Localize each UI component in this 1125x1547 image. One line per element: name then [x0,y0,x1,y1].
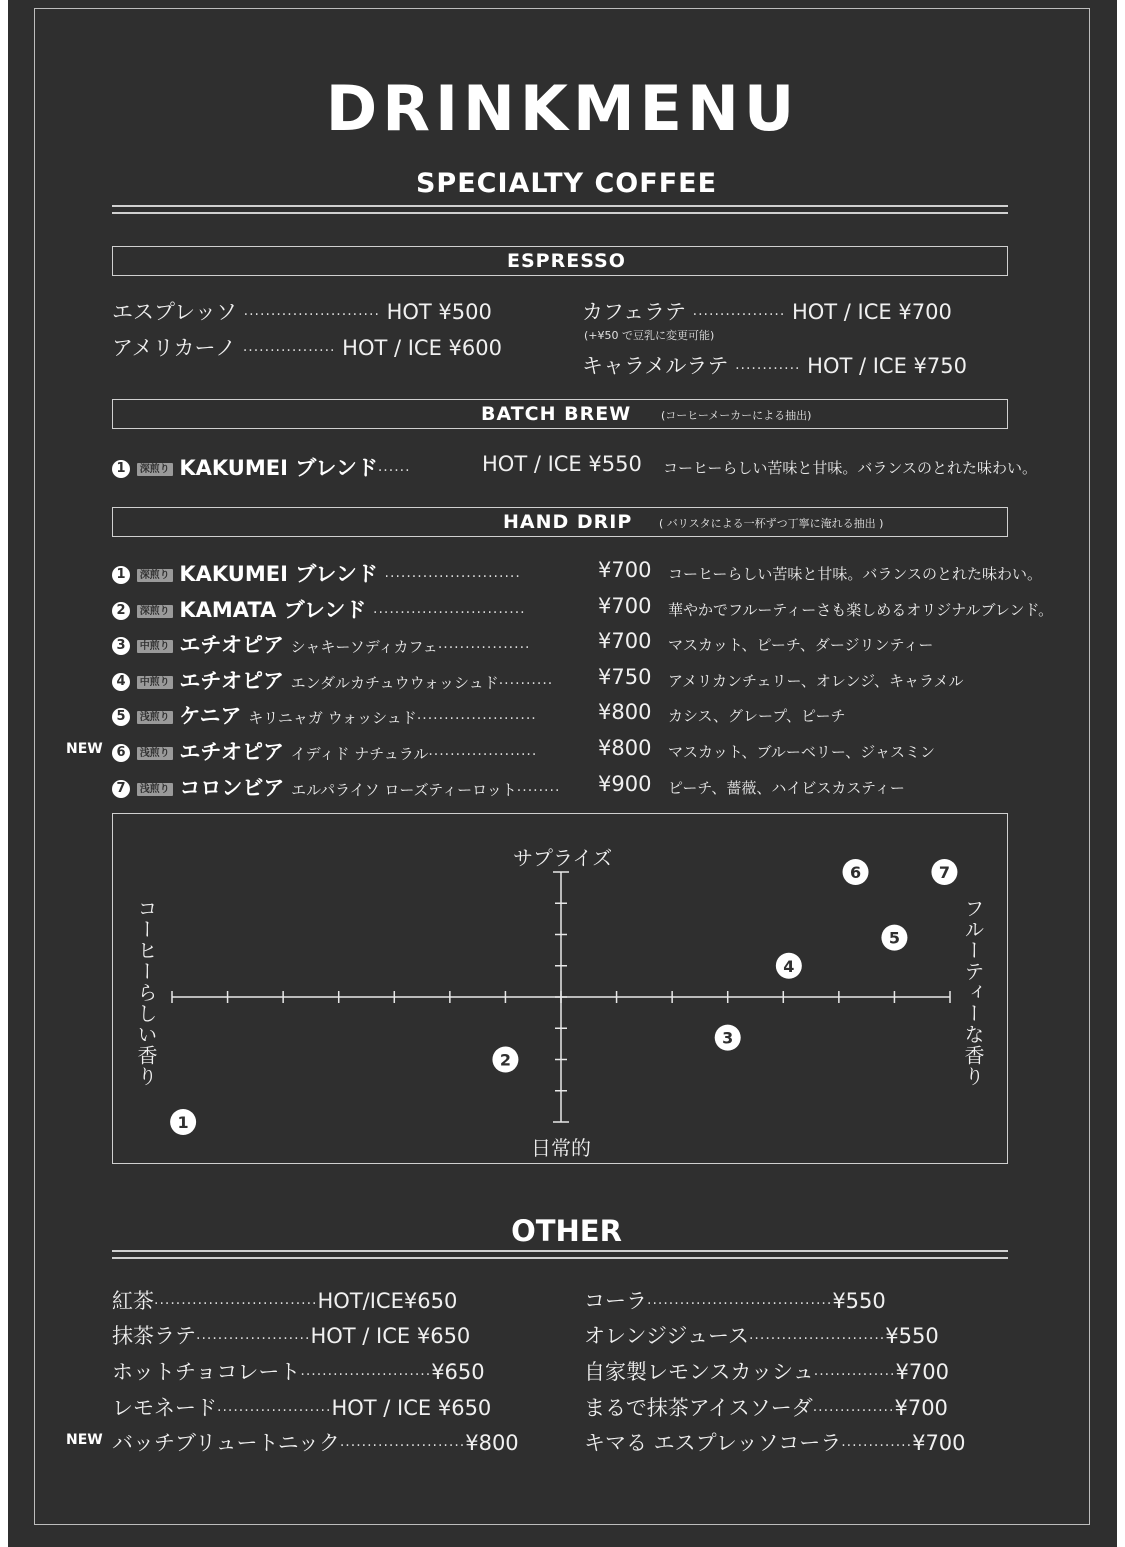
item-name: オレンジジュース [584,1324,749,1348]
item-price: ¥700 [895,1360,949,1384]
leader-dots: ····················· [196,1331,311,1347]
roast-badge: 浅煎り [137,711,173,724]
item-price: ¥550 [832,1289,886,1313]
menu-board [8,0,1117,1547]
item-name: KAKUMEI ブレンド [179,456,378,480]
espresso-item [112,296,492,326]
item-price: ¥800 [465,1431,519,1455]
number-badge: 7 [112,780,130,798]
batch-brew-price: HOT / ICE ¥550 [482,452,642,476]
leader-dots: ······························ [154,1296,318,1312]
item-name: コロンビア [179,776,285,800]
number-badge: 4 [112,673,130,691]
hand-drip-header [112,507,1008,537]
data-point-label: 4 [783,956,795,976]
espresso-heading: ESPRESSO [507,250,626,272]
item-description: コーヒーらしい苦味と甘味。バランスのとれた味わい。 [668,565,1042,583]
item-description: カシス、グレープ、ピーチ [668,707,846,725]
item-origin: エンダルカチュウウォッシュド [290,674,499,692]
item-name: まるで抹茶アイスソーダ [584,1396,813,1420]
hand-drip-heading: HAND DRIP [503,511,633,533]
hand-drip-note: ( バリスタによる一杯ずつ丁寧に淹れる抽出 ) [659,517,884,530]
roast-badge: 浅煎り [137,747,173,760]
other-item [112,1285,457,1315]
espresso-header [112,246,1008,276]
other-item [112,1392,491,1422]
item-price: ¥900 [598,772,652,796]
item-name: バッチブリュートニック [112,1431,340,1455]
item-name: 自家製レモンスカッシュ [584,1360,814,1384]
other-item [584,1356,949,1386]
item-name: コーラ [584,1289,647,1313]
leader-dots: ························· [243,307,380,323]
espresso-item [582,296,952,326]
data-point-label: 2 [499,1050,511,1070]
other-heading: OTHER [511,1214,622,1248]
menu-title: DRINKMENU [325,72,800,145]
item-name: KAKUMEI ブレンド [179,562,378,586]
hand-drip-item [112,665,553,695]
other-divider [112,1250,1008,1259]
item-origin: エルパライソ ローズティーロット [291,781,517,799]
number-badge: 3 [112,637,130,655]
espresso-item [112,332,502,362]
new-tag: NEW [66,1432,103,1448]
number-badge: 1 [112,566,130,584]
leader-dots: ························· [748,1331,886,1347]
item-name: 紅茶 [112,1289,154,1313]
item-price: ¥700 [598,629,652,653]
axis-bottom-label: 日常的 [531,1136,591,1160]
leader-dots: ····················· [217,1403,332,1419]
item-price: ¥700 [894,1396,948,1420]
item-price: ¥550 [885,1324,939,1348]
item-name: カフェラテ [582,300,686,324]
leader-dots: ················· [242,343,336,359]
axis-left-label: コーヒーらしい香り [134,898,158,1087]
other-item [584,1285,886,1315]
leader-dots: ······················· [339,1438,466,1454]
item-price: HOT ¥500 [386,300,492,324]
item-price: ¥700 [598,558,652,582]
roast-badge: 深煎り [137,463,173,476]
item-price: HOT / ICE ¥650 [310,1324,471,1348]
item-name: ケニア [179,704,242,728]
item-price: HOT / ICE ¥650 [331,1396,492,1420]
number-badge: 5 [112,708,130,726]
specialty-coffee-heading: SPECIALTY COFFEE [415,168,718,199]
item-name: アメリカーノ [112,336,237,360]
item-price: ¥700 [912,1431,966,1455]
leader-dots: ··············· [813,1367,896,1383]
leader-dots: ············ [735,361,801,377]
leader-dots: ················· [692,307,786,323]
leader-dots: ············· [841,1438,913,1454]
other-item [584,1392,948,1422]
flavor-chart [112,813,1008,1164]
espresso-item [582,350,967,380]
soy-milk-note: (+¥50 で豆乳に変更可能) [584,329,715,342]
roast-badge: 深煎り [137,605,173,618]
item-origin: イディド ナチュラル [290,745,429,763]
leader-dots: ·········· [498,676,554,692]
leader-dots: ······················ [416,711,537,727]
leader-dots: ················· [437,640,531,656]
roast-badge: 中煎り [137,676,173,689]
new-tag: NEW [66,741,103,757]
item-price: ¥700 [598,594,652,618]
item-name: エチオピア [179,740,284,764]
item-description: 華やかでフルーティーさも楽しめるオリジナルブレンド。 [668,601,1054,619]
item-price: ¥650 [431,1360,485,1384]
other-item [584,1427,966,1457]
number-badge: 2 [112,602,130,620]
axis-top-label: サプライズ [513,846,613,870]
number-badge: 6 [112,744,130,762]
hand-drip-item [112,629,530,659]
roast-badge: 中煎り [137,640,173,653]
data-point-label: 7 [938,863,951,882]
data-point-label: 5 [888,928,900,948]
item-price: ¥750 [598,665,652,689]
item-price: HOT / ICE ¥750 [807,354,967,378]
number-badge: 1 [112,460,130,478]
data-point-label: 3 [722,1028,734,1048]
item-origin: シャキーソディカフェ [290,638,438,656]
item-price: ¥800 [598,736,652,760]
batch-brew-header [112,399,1008,429]
item-name: 抹茶ラテ [112,1324,196,1348]
leader-dots: ······ [377,463,411,479]
data-point-label: 1 [177,1113,189,1132]
other-item [584,1320,939,1350]
item-name: レモネード [112,1396,217,1420]
leader-dots: ························ [300,1367,432,1383]
hand-drip-item [112,700,537,730]
heading-divider [112,205,1008,214]
leader-dots: ························· [384,569,521,585]
item-name: キマる エスプレッソコーラ [584,1431,842,1455]
item-name: KAMATA ブレンド [179,598,367,622]
leader-dots: ···················· [428,747,538,763]
item-origin: キリニャガ ウォッシュド [248,709,417,727]
hand-drip-item [112,594,526,624]
axis-right-label: フルーティーな香り [961,898,985,1087]
item-description: マスカット、ピーチ、ダージリンティー [668,636,934,654]
item-price: HOT / ICE ¥600 [342,336,502,360]
batch-brew-note: (コーヒーメーカーによる抽出) [661,409,812,422]
hand-drip-item [112,772,560,802]
other-item [112,1427,519,1457]
other-item [112,1320,470,1350]
item-name: ホットチョコレート [112,1360,301,1384]
item-price: HOT/ICE¥650 [317,1289,458,1313]
hand-drip-item [112,736,537,766]
leader-dots: ···························· [373,605,526,621]
other-item [112,1356,485,1386]
leader-dots: ·································· [647,1296,833,1312]
batch-brew-heading: BATCH BREW [481,403,632,425]
item-price: ¥800 [598,700,652,724]
roast-badge: 深煎り [137,569,173,582]
item-description: アメリカンチェリー、オレンジ、キャラメル [668,672,964,690]
leader-dots: ··············· [812,1403,895,1419]
item-name: エスプレッソ [112,300,237,324]
item-description: マスカット、ブルーベリー、ジャスミン [668,743,936,761]
leader-dots: ········ [516,783,561,799]
batch-brew-description: コーヒーらしい苦味と甘味。バランスのとれた味わい。 [663,459,1037,477]
item-name: エチオピア [179,633,284,657]
roast-badge: 浅煎り [137,783,173,796]
batch-brew-item [112,452,411,482]
hand-drip-item [112,558,521,588]
item-description: ピーチ、薔薇、ハイビスカスティー [668,779,905,797]
item-name: エチオピア [179,669,284,693]
data-point-label: 6 [849,863,862,882]
item-price: HOT / ICE ¥700 [791,300,952,324]
item-name: キャラメルラテ [582,354,729,378]
